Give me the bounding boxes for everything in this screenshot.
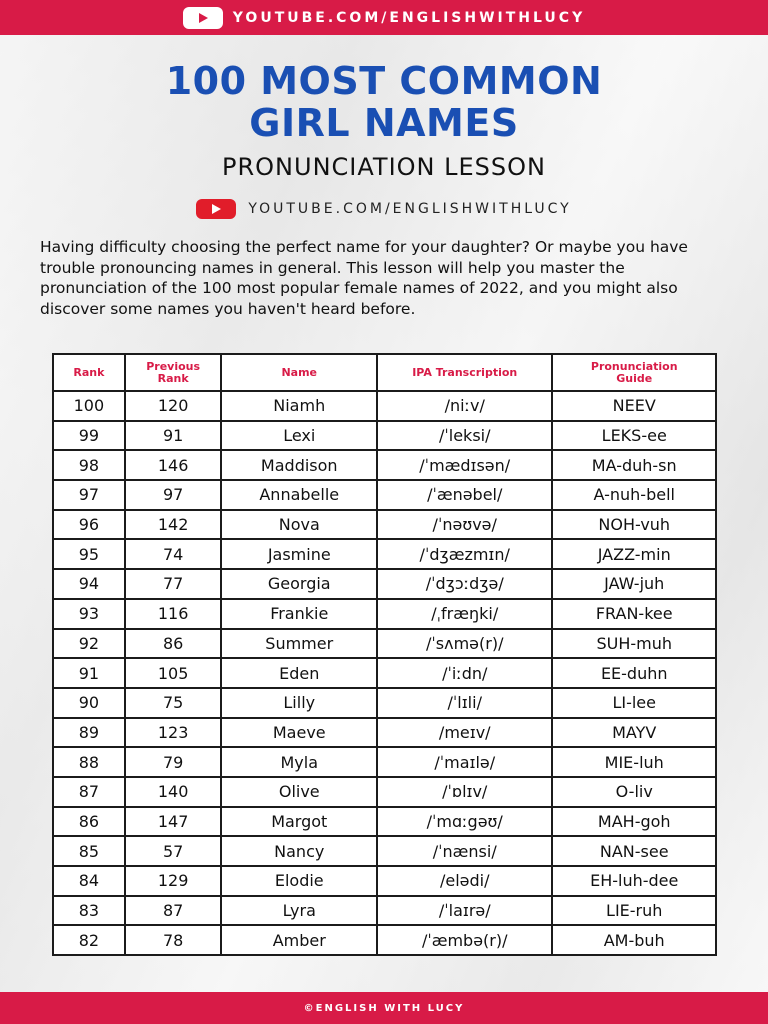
page-title-line-1: 100 MOST COMMON bbox=[165, 59, 603, 103]
cell-previous-rank: 87 bbox=[125, 896, 222, 926]
cell-rank: 97 bbox=[53, 480, 125, 510]
cell-rank: 99 bbox=[53, 421, 125, 451]
top-banner bbox=[0, 0, 768, 35]
cell-rank: 92 bbox=[53, 629, 125, 659]
cell-rank: 84 bbox=[53, 866, 125, 896]
table-header-row bbox=[53, 354, 716, 391]
names-table bbox=[52, 353, 717, 956]
table-row bbox=[53, 539, 716, 569]
header-ipa: IPA Transcription bbox=[377, 354, 552, 391]
cell-guide: EE-duhn bbox=[552, 658, 716, 688]
cell-guide: MAH-goh bbox=[552, 807, 716, 837]
cell-ipa: /ˈnænsi/ bbox=[377, 836, 552, 866]
cell-name: Summer bbox=[221, 629, 377, 659]
cell-name: Elodie bbox=[221, 866, 377, 896]
cell-guide: LI-lee bbox=[552, 688, 716, 718]
cell-previous-rank: 74 bbox=[125, 539, 222, 569]
header-guide-line-1: Pronunciation bbox=[590, 359, 678, 373]
header-guide bbox=[552, 354, 716, 391]
table-row bbox=[53, 866, 716, 896]
page-subtitle: PRONUNCIATION LESSON bbox=[222, 153, 546, 181]
cell-guide: A-nuh-bell bbox=[552, 480, 716, 510]
cell-rank: 94 bbox=[53, 569, 125, 599]
cell-guide: FRAN-kee bbox=[552, 599, 716, 629]
table-row bbox=[53, 569, 716, 599]
cell-name: Olive bbox=[221, 777, 377, 807]
cell-rank: 87 bbox=[53, 777, 125, 807]
footer-banner bbox=[0, 992, 768, 1024]
cell-rank: 83 bbox=[53, 896, 125, 926]
cell-ipa: /ˈnəʊvə/ bbox=[377, 510, 552, 540]
table-row bbox=[53, 896, 716, 926]
cell-previous-rank: 116 bbox=[125, 599, 222, 629]
cell-ipa: /ˈleksi/ bbox=[377, 421, 552, 451]
channel-url[interactable]: YOUTUBE.COM/ENGLISHWITHLUCY bbox=[248, 201, 572, 217]
cell-rank: 88 bbox=[53, 747, 125, 777]
cell-previous-rank: 57 bbox=[125, 836, 222, 866]
cell-ipa: /niːv/ bbox=[377, 391, 552, 421]
cell-guide: MAYV bbox=[552, 718, 716, 748]
cell-previous-rank: 78 bbox=[125, 925, 222, 955]
cell-ipa: /ˈiːdn/ bbox=[377, 658, 552, 688]
cell-name: Margot bbox=[221, 807, 377, 837]
cell-ipa: /ˈmaɪlə/ bbox=[377, 747, 552, 777]
cell-previous-rank: 142 bbox=[125, 510, 222, 540]
copyright-text: ©ENGLISH WITH LUCY bbox=[303, 1002, 465, 1014]
cell-previous-rank: 129 bbox=[125, 866, 222, 896]
cell-ipa: /elədi/ bbox=[377, 866, 552, 896]
cell-previous-rank: 86 bbox=[125, 629, 222, 659]
cell-ipa: /ˈlɪli/ bbox=[377, 688, 552, 718]
cell-previous-rank: 77 bbox=[125, 569, 222, 599]
cell-rank: 89 bbox=[53, 718, 125, 748]
cell-name: Jasmine bbox=[221, 539, 377, 569]
cell-previous-rank: 105 bbox=[125, 658, 222, 688]
header-name: Name bbox=[221, 354, 377, 391]
cell-rank: 96 bbox=[53, 510, 125, 540]
header-previous-rank bbox=[125, 354, 222, 391]
youtube-play-icon bbox=[183, 7, 223, 29]
cell-rank: 82 bbox=[53, 925, 125, 955]
cell-name: Maeve bbox=[221, 718, 377, 748]
cell-name: Lilly bbox=[221, 688, 377, 718]
cell-guide: LIE-ruh bbox=[552, 896, 716, 926]
table-row bbox=[53, 718, 716, 748]
cell-guide: NAN-see bbox=[552, 836, 716, 866]
cell-name: Annabelle bbox=[221, 480, 377, 510]
table-row bbox=[53, 807, 716, 837]
table-row bbox=[53, 629, 716, 659]
cell-name: Nova bbox=[221, 510, 377, 540]
cell-rank: 100 bbox=[53, 391, 125, 421]
cell-ipa: /ˈænəbel/ bbox=[377, 480, 552, 510]
cell-name: Niamh bbox=[221, 391, 377, 421]
cell-name: Nancy bbox=[221, 836, 377, 866]
cell-guide: AM-buh bbox=[552, 925, 716, 955]
cell-name: Eden bbox=[221, 658, 377, 688]
table-row bbox=[53, 510, 716, 540]
cell-ipa: /ˈsʌmə(r)/ bbox=[377, 629, 552, 659]
top-banner-url[interactable]: YOUTUBE.COM/ENGLISHWITHLUCY bbox=[232, 9, 586, 26]
cell-guide: MIE-luh bbox=[552, 747, 716, 777]
cell-guide: EH-luh-dee bbox=[552, 866, 716, 896]
table-row bbox=[53, 599, 716, 629]
cell-rank: 86 bbox=[53, 807, 125, 837]
cell-previous-rank: 120 bbox=[125, 391, 222, 421]
table-row bbox=[53, 688, 716, 718]
cell-ipa: /meɪv/ bbox=[377, 718, 552, 748]
header-rank: Rank bbox=[53, 354, 125, 391]
cell-ipa: /ˈdʒæzmɪn/ bbox=[377, 539, 552, 569]
cell-guide: NOH-vuh bbox=[552, 510, 716, 540]
cell-name: Maddison bbox=[221, 450, 377, 480]
table-row bbox=[53, 777, 716, 807]
table-row bbox=[53, 836, 716, 866]
cell-guide: SUH-muh bbox=[552, 629, 716, 659]
cell-name: Lexi bbox=[221, 421, 377, 451]
cell-ipa: /ˌfræŋki/ bbox=[377, 599, 552, 629]
cell-name: Myla bbox=[221, 747, 377, 777]
table-row bbox=[53, 391, 716, 421]
cell-previous-rank: 147 bbox=[125, 807, 222, 837]
cell-guide: O-liv bbox=[552, 777, 716, 807]
cell-name: Amber bbox=[221, 925, 377, 955]
youtube-play-icon bbox=[196, 198, 236, 220]
cell-previous-rank: 79 bbox=[125, 747, 222, 777]
cell-rank: 95 bbox=[53, 539, 125, 569]
cell-rank: 90 bbox=[53, 688, 125, 718]
cell-rank: 85 bbox=[53, 836, 125, 866]
cell-guide: MA-duh-sn bbox=[552, 450, 716, 480]
cell-guide: JAW-juh bbox=[552, 569, 716, 599]
cell-ipa: /ˈmædɪsən/ bbox=[377, 450, 552, 480]
table-body bbox=[53, 391, 716, 955]
cell-rank: 91 bbox=[53, 658, 125, 688]
cell-ipa: /ˈæmbə(r)/ bbox=[377, 925, 552, 955]
cell-ipa: /ˈɒlɪv/ bbox=[377, 777, 552, 807]
cell-rank: 93 bbox=[53, 599, 125, 629]
table-row bbox=[53, 747, 716, 777]
cell-previous-rank: 91 bbox=[125, 421, 222, 451]
cell-previous-rank: 123 bbox=[125, 718, 222, 748]
cell-previous-rank: 75 bbox=[125, 688, 222, 718]
cell-name: Georgia bbox=[221, 569, 377, 599]
page-title bbox=[0, 60, 768, 144]
intro-paragraph: Having difficulty choosing the perfect name for your daughter? Or maybe you have trouble pronouncing names in general. This lesson will help you master the pronunciation of the 100 most popular female names of 2022, and you might also discover some names you haven't heard before. bbox=[40, 238, 688, 318]
cell-previous-rank: 97 bbox=[125, 480, 222, 510]
cell-ipa: /ˈlaɪrə/ bbox=[377, 896, 552, 926]
channel-link-row bbox=[0, 198, 768, 220]
cell-ipa: /ˈdʒɔːdʒə/ bbox=[377, 569, 552, 599]
cell-name: Frankie bbox=[221, 599, 377, 629]
cell-guide: NEEV bbox=[552, 391, 716, 421]
header-previous-rank-line-2: Rank bbox=[157, 371, 189, 385]
table-row bbox=[53, 480, 716, 510]
header-guide-line-2: Guide bbox=[616, 371, 653, 385]
table-row bbox=[53, 658, 716, 688]
cell-guide: LEKS-ee bbox=[552, 421, 716, 451]
header-previous-rank-line-1: Previous bbox=[146, 359, 201, 373]
cell-previous-rank: 146 bbox=[125, 450, 222, 480]
cell-name: Lyra bbox=[221, 896, 377, 926]
table-row bbox=[53, 925, 716, 955]
table-row bbox=[53, 450, 716, 480]
table-row bbox=[53, 421, 716, 451]
cell-rank: 98 bbox=[53, 450, 125, 480]
cell-guide: JAZZ-min bbox=[552, 539, 716, 569]
cell-ipa: /ˈmɑːgəʊ/ bbox=[377, 807, 552, 837]
cell-previous-rank: 140 bbox=[125, 777, 222, 807]
page-title-line-2: GIRL NAMES bbox=[249, 101, 519, 145]
